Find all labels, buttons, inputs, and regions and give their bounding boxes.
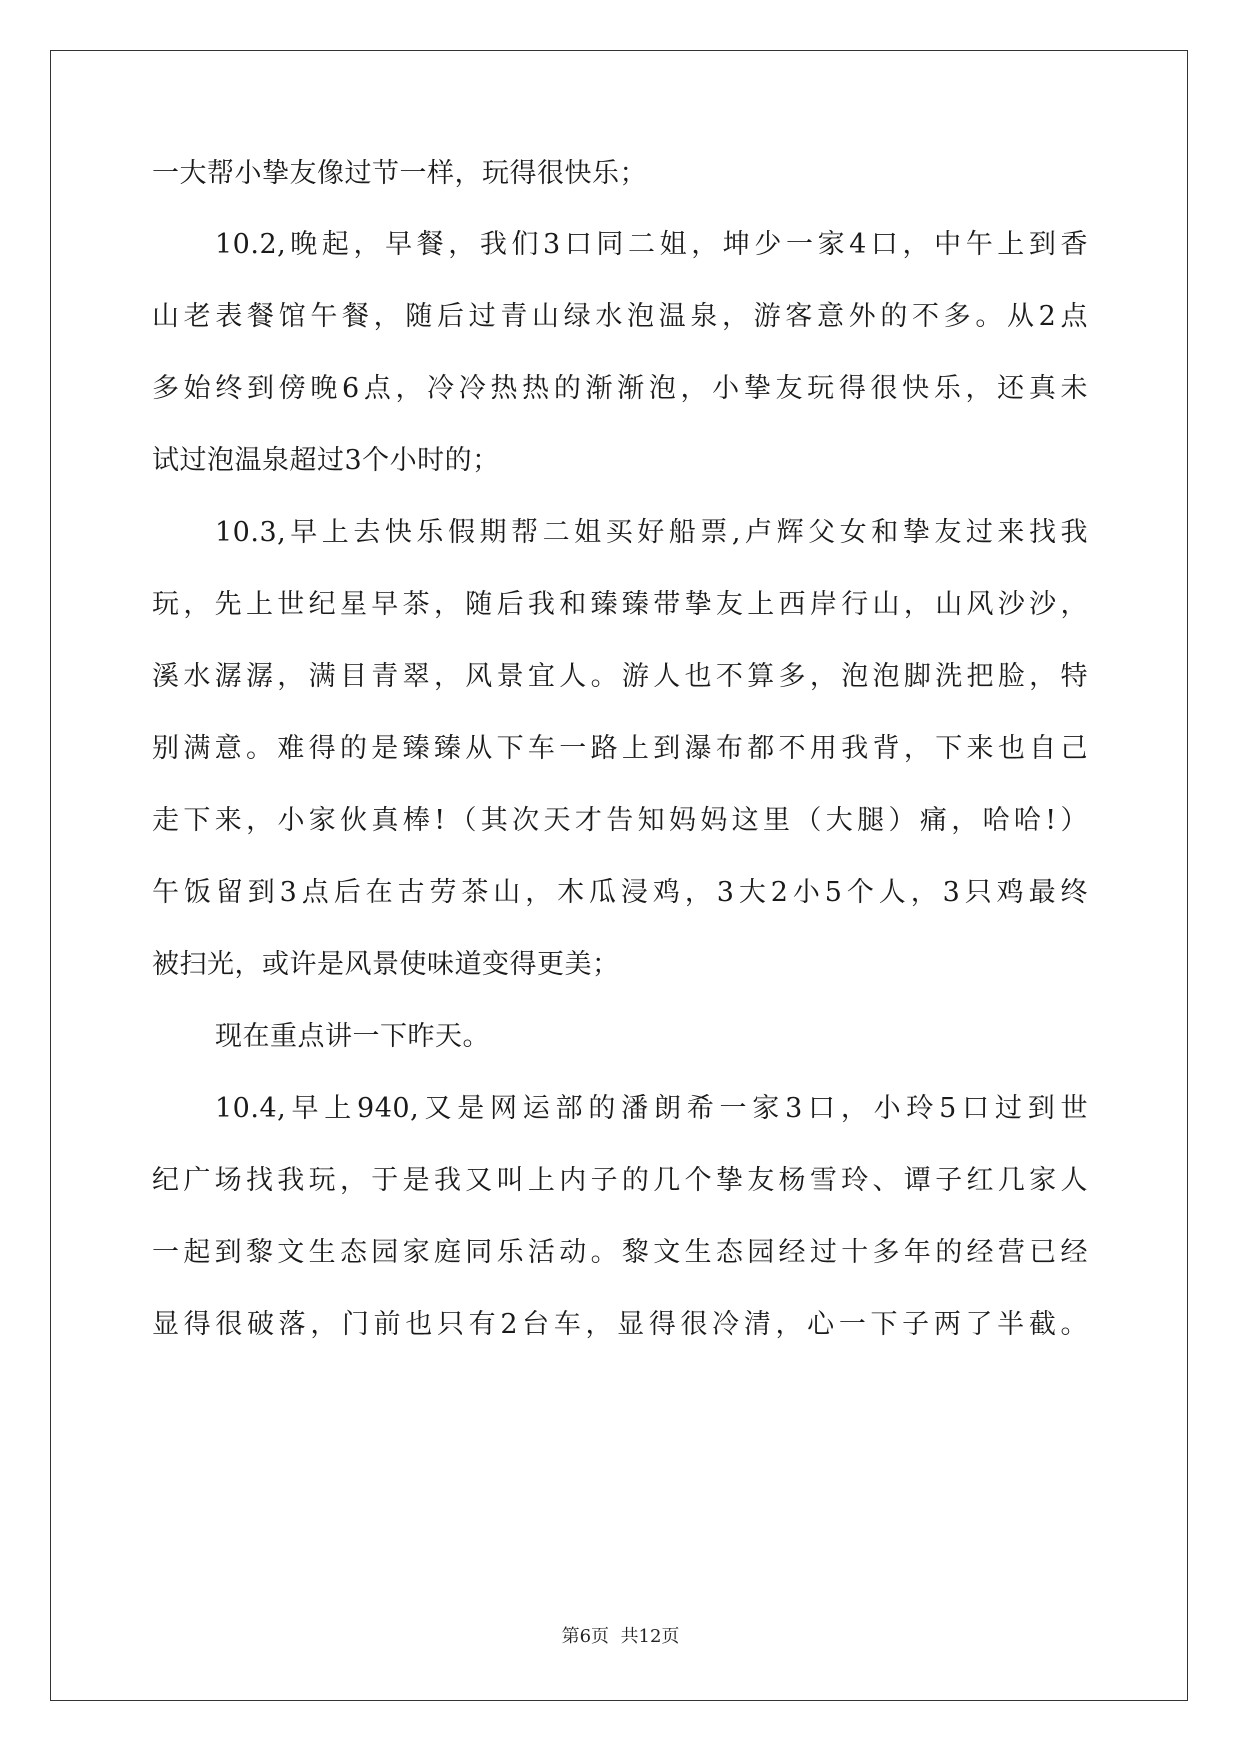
- page-current: 6: [579, 1626, 592, 1647]
- text-line: 纪广场找我玩，于是我又叫上内子的几个挚友杨雪玲、谭子红几家人: [152, 1165, 1088, 1196]
- text-line: 显得很破落，门前也只有2台车，显得很冷清，心一下子两了半截。: [152, 1309, 1088, 1340]
- text-line: 玩，先上世纪星早茶，随后我和臻臻带挚友上西岸行山，山风沙沙，: [152, 589, 1088, 620]
- text-line: 别满意。难得的是臻臻从下车一路上到瀑布都不用我背，下来也自己: [152, 733, 1088, 764]
- text-line: 一大帮小挚友像过节一样，玩得很快乐；: [152, 158, 647, 189]
- text-line: 多始终到傍晚6点，冷冷热热的渐渐泡，小挚友玩得很快乐，还真未: [152, 373, 1088, 404]
- page-mid: 页 共: [591, 1626, 639, 1647]
- text-line: 溪水潺潺，满目青翠，风景宜人。游人也不算多，泡泡脚洗把脸，特: [152, 661, 1088, 692]
- text-line: 走下来，小家伙真棒!（其次天才告知妈妈这里（大腿）痛，哈哈!）: [152, 805, 1088, 836]
- text-line: 山老表餐馆午餐，随后过青山绿水泡温泉，游客意外的不多。从2点: [152, 301, 1088, 332]
- text-line: 午饭留到3点后在古劳茶山，木瓜浸鸡，3大2小5个人，3只鸡最终: [152, 877, 1088, 908]
- paragraph-start-line: 10.3,早上去快乐假期帮二姐买好船票,卢辉父女和挚友过来找我: [215, 517, 1088, 548]
- paragraph-start-line: 10.4,早上940,又是网运部的潘朗希一家3口，小玲5口过到世: [215, 1093, 1088, 1124]
- page-suffix: 页: [661, 1626, 680, 1647]
- page-prefix: 第: [561, 1626, 580, 1647]
- paragraph-start-line: 10.2,晚起，早餐，我们3口同二姐，坤少一家4口，中午上到香: [215, 229, 1088, 260]
- text-line: 试过泡温泉超过3个小时的；: [152, 445, 500, 476]
- paragraph-start-line: 现在重点讲一下昨天。: [215, 1021, 490, 1052]
- text-line: 一起到黎文生态园家庭同乐活动。黎文生态园经过十多年的经营已经: [152, 1237, 1088, 1268]
- page-number-footer: [0, 1626, 1241, 1648]
- text-line: 被扫光，或许是风景使味道变得更美；: [152, 949, 620, 980]
- page-total: 12: [638, 1626, 662, 1647]
